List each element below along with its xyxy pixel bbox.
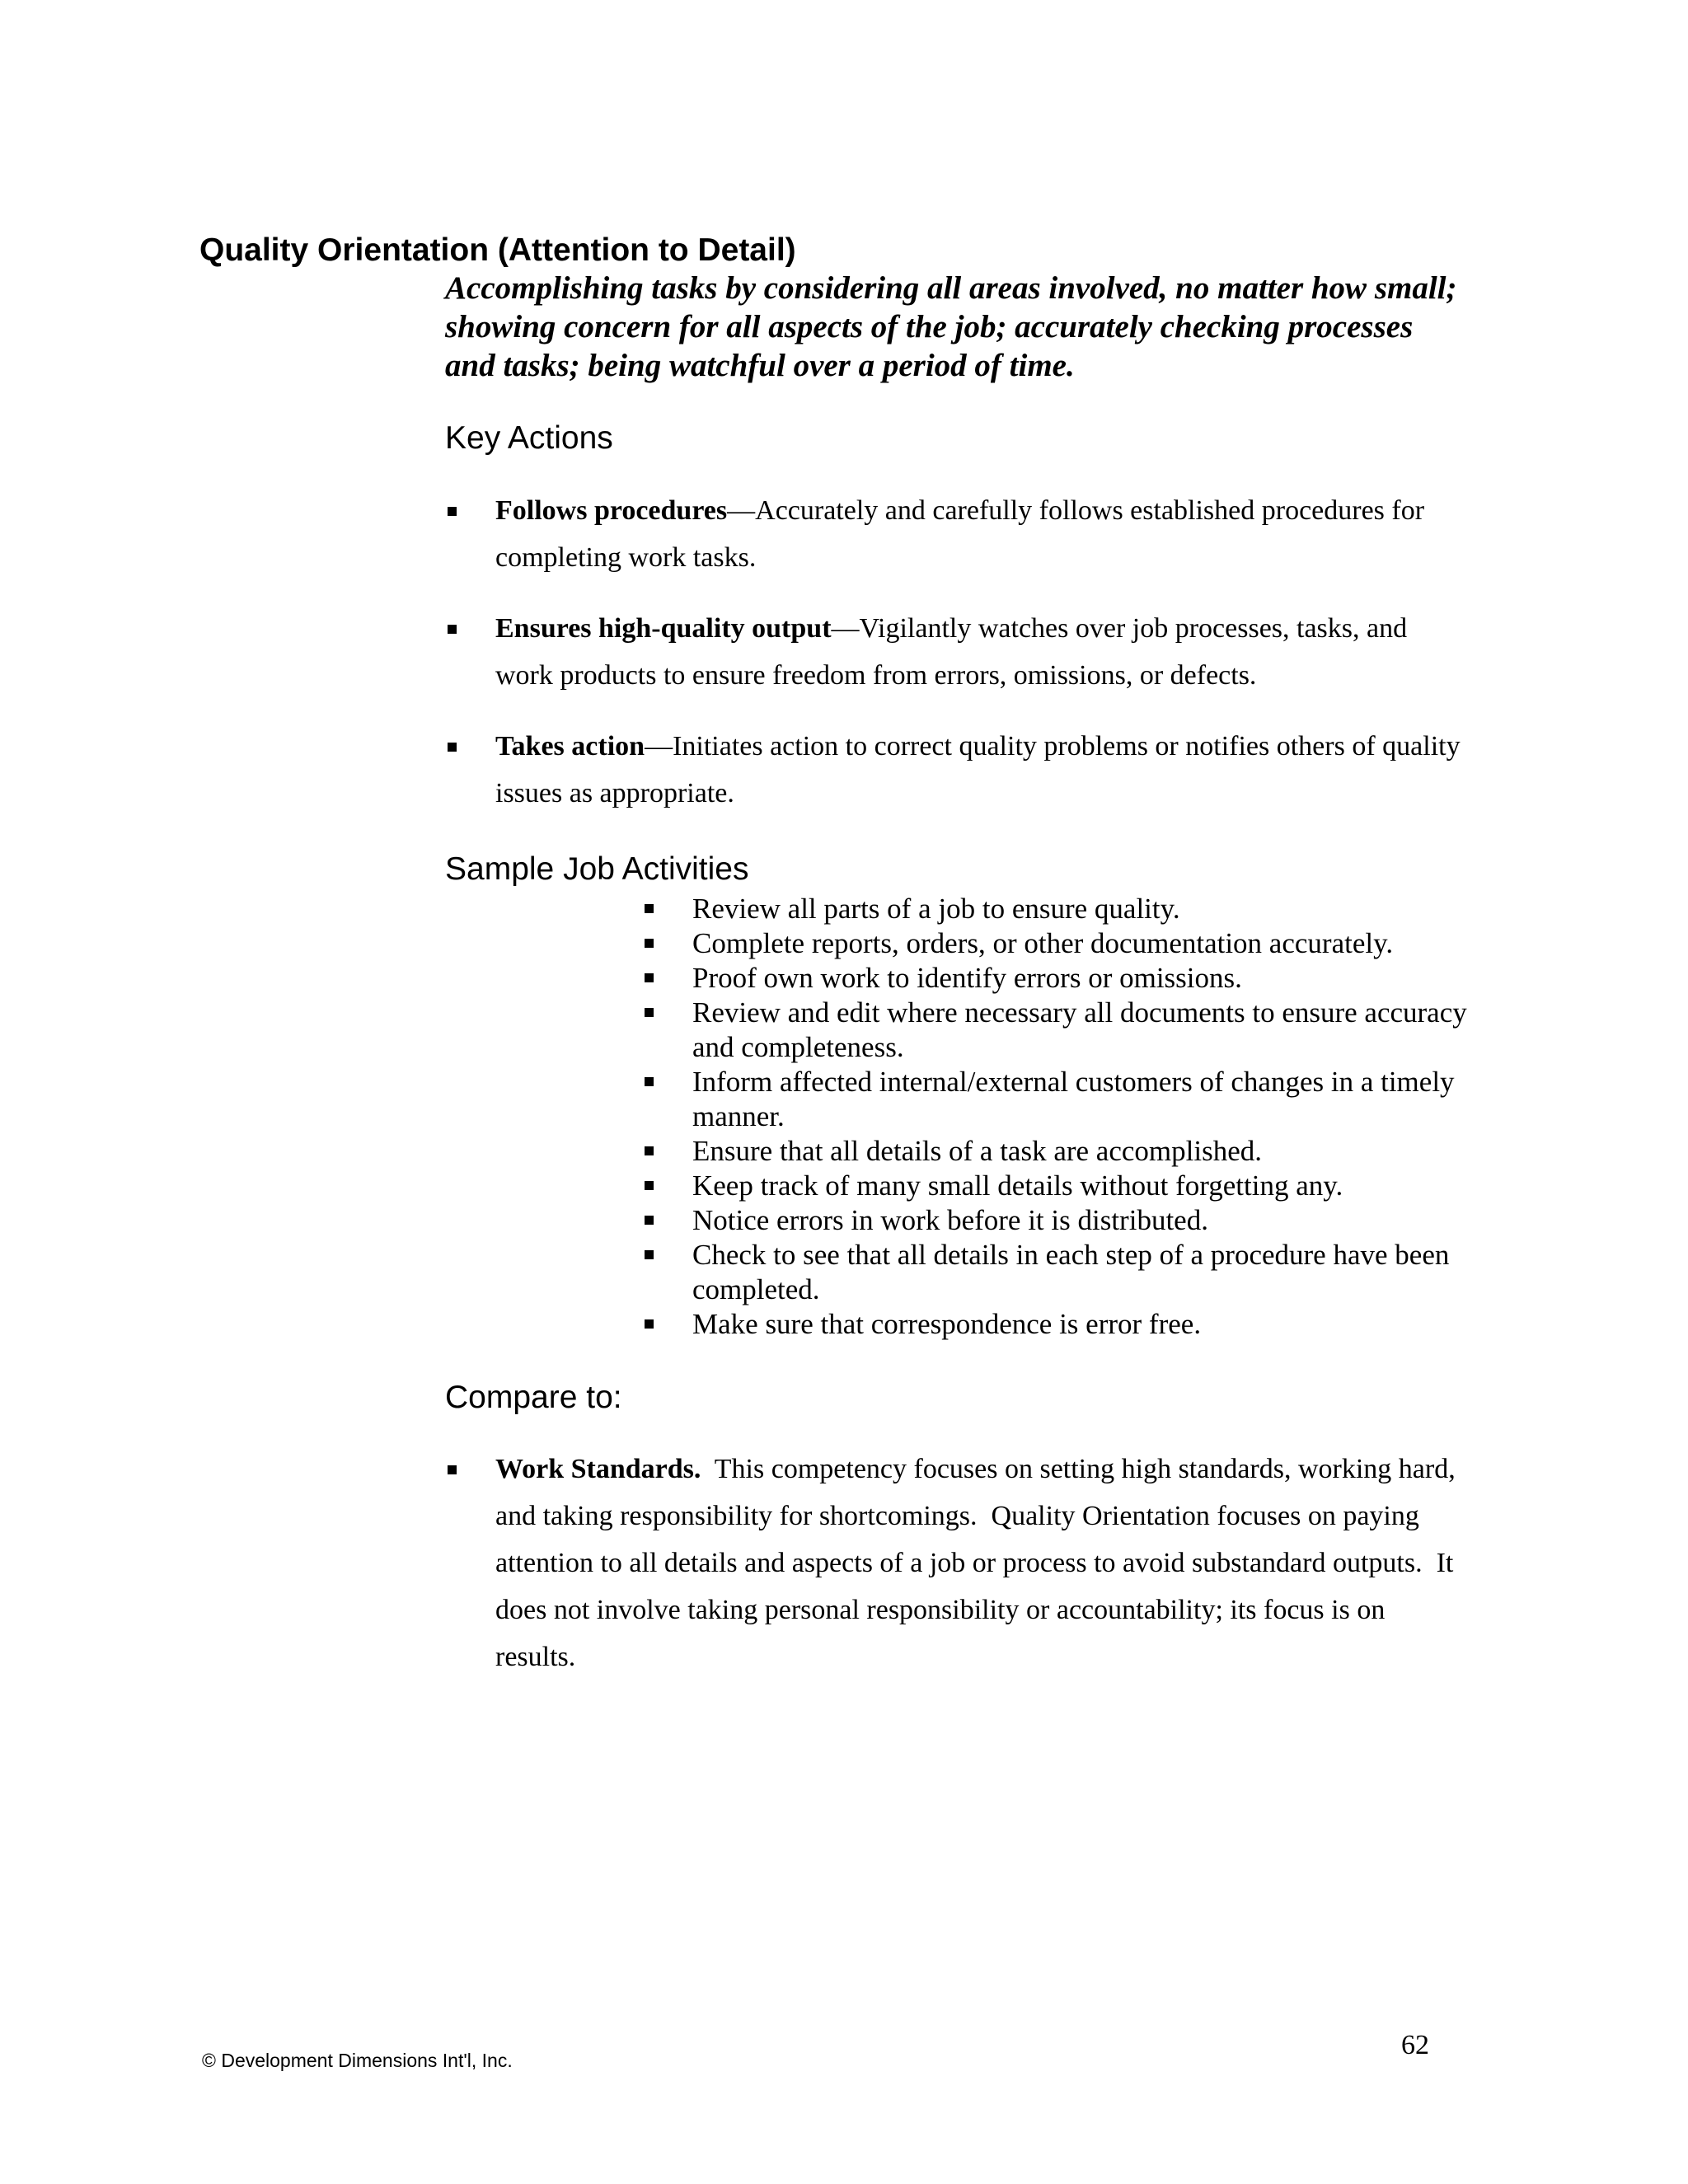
compare-to-heading: Compare to: [445,1380,622,1415]
square-bullet-icon [645,939,654,948]
copyright-footer: © Development Dimensions Int'l, Inc. [202,2050,513,2071]
list-item: Check to see that all details in each step of a procedure have been completed. [643,1238,1467,1307]
square-bullet-icon [645,1319,654,1329]
square-bullet-icon [645,904,654,913]
square-bullet-icon [645,1146,654,1155]
square-bullet-icon [645,973,654,982]
square-bullet-icon [645,1008,654,1017]
key-action-term: Ensures high-quality output [495,613,832,644]
list-item: Inform affected internal/external customers of changes in a timely manner. [643,1065,1467,1134]
sample-job-activities-heading: Sample Job Activities [445,851,749,887]
list-item: Make sure that correspondence is error free. [643,1307,1467,1342]
square-bullet-icon [645,1216,654,1225]
list-item: Proof own work to identify errors or omissions. [643,961,1467,996]
square-bullet-icon [448,507,457,516]
key-action-description: —Accurately and carefully follows established procedures for completing work tasks. [495,495,1425,573]
competency-definition: Accomplishing tasks by considering all areas involved, no matter how small; showing concern for all aspects of the job; accurately checking processes and tasks; being watchful over a period of time. [445,270,1457,383]
square-bullet-icon [645,1250,654,1259]
page-title: Quality Orientation (Attention to Detail) [199,232,796,268]
square-bullet-icon [448,625,457,634]
compare-item [445,1446,1467,1680]
compare-description: This competency focuses on setting high standards, working hard, and taking responsibility for shortcomings. Quality Orientation focuses on paying attention to all details and aspects of a job or process to avoid substandard outputs. It does not involve taking personal responsibility or accountability; its focus is on results. [495,1454,1463,1672]
list-item: Review and edit where necessary all documents to ensure accuracy and completeness. [643,996,1467,1065]
list-item: Complete reports, orders, or other documentation accurately. [643,926,1467,961]
list-item: Notice errors in work before it is distributed. [643,1203,1467,1238]
key-action-term: Follows procedures [495,495,728,526]
square-bullet-icon [645,1181,654,1190]
key-action-term: Takes action [495,731,645,762]
key-action-description: —Vigilantly watches over job processes, tasks, and work products to ensure freedom from errors, omissions, or defects. [495,613,1408,691]
square-bullet-icon [448,743,457,752]
list-item: Review all parts of a job to ensure quality. [643,892,1467,926]
compare-term: Work Standards. [495,1454,701,1484]
page-number: 62 [1401,2030,1429,2060]
key-action-item [445,487,1467,581]
list-item: Ensure that all details of a task are accomplished. [643,1134,1467,1169]
key-action-item [445,723,1467,817]
square-bullet-icon [645,1077,654,1086]
key-action-description: —Initiates action to correct quality problems or notifies others of quality issues as appropriate. [495,731,1461,808]
sample-job-activities-list [643,892,1467,1342]
list-item: Keep track of many small details without forgetting any. [643,1169,1467,1203]
key-actions-heading: Key Actions [445,420,613,456]
key-action-item [445,605,1467,699]
square-bullet-icon [448,1465,457,1474]
